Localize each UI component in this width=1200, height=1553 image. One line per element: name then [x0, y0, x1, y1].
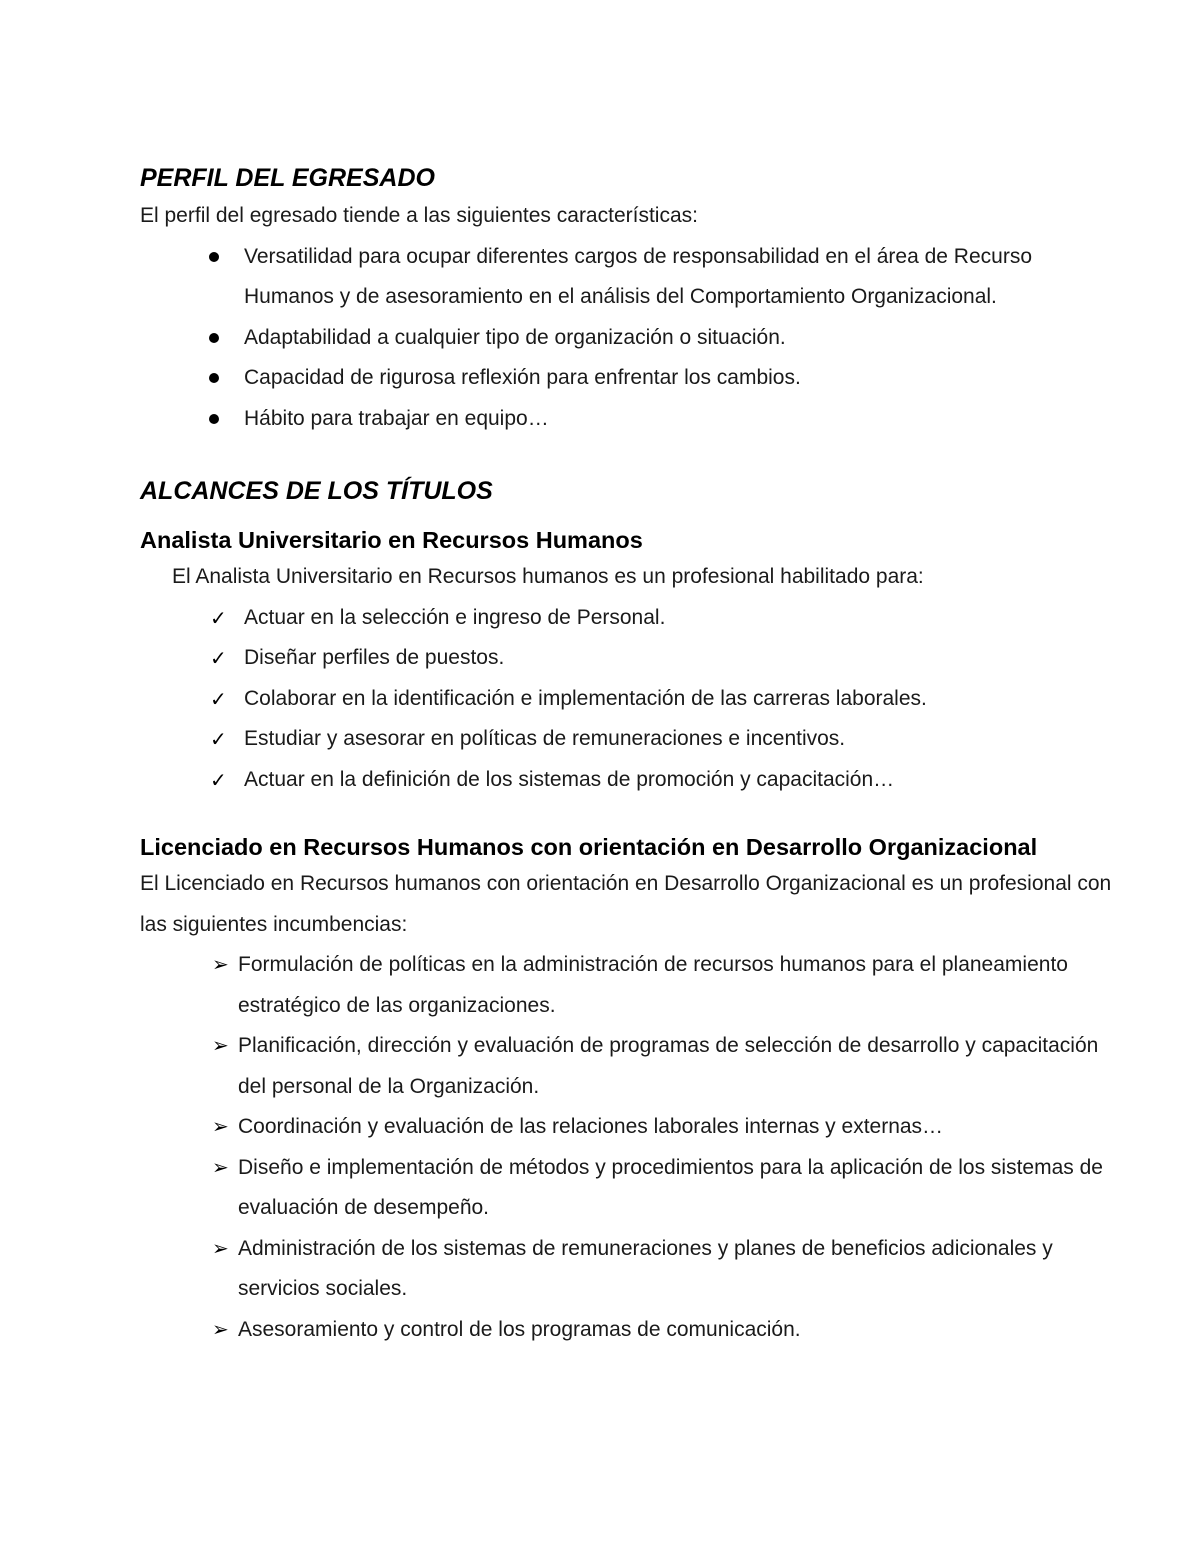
list-item: ✓ Colaborar en la identificación e implementación de las carreras laborales.	[140, 679, 1116, 720]
list-item: ➢ Planificación, dirección y evaluación de programas de selección de desarrollo y capacitación del personal de la Organización.	[140, 1026, 1116, 1107]
perfil-intro: El perfil del egresado tiende a las siguientes características:	[140, 204, 698, 227]
list-item: Hábito para trabajar en equipo…	[140, 399, 1116, 440]
list-item: ➢ Coordinación y evaluación de las relaciones laborales internas y externas…	[140, 1107, 1116, 1148]
list-item: ➢ Administración de los sistemas de remuneraciones y planes de beneficios adicionales y servicios sociales.	[140, 1229, 1116, 1310]
list-item: Versatilidad para ocupar diferentes cargos de responsabilidad en el área de Recurso Humanos y de asesoramiento en el análisis del Comportamiento Organizacional.	[140, 237, 1116, 318]
arrow-bullet-icon: ➢	[212, 1237, 229, 1260]
section-title-alcances: ALCANCES DE LOS TÍTULOS	[140, 477, 493, 505]
checkmark-icon: ✓	[210, 729, 227, 751]
analista-intro: El Analista Universitario en Recursos humanos es un profesional habilitado para:	[172, 565, 924, 588]
list-item: ✓ Estudiar y asesorar en políticas de remuneraciones e incentivos.	[140, 719, 1116, 760]
arrow-bullet-icon: ➢	[212, 1035, 229, 1057]
checkmark-icon: ✓	[210, 607, 227, 630]
section-title-perfil: PERFIL DEL EGRESADO	[140, 164, 435, 192]
analista-list	[140, 598, 1116, 801]
list-item: ✓ Actuar en la selección e ingreso de Personal.	[140, 598, 1116, 639]
list-item: ✓ Actuar en la definición de los sistemas de promoción y capacitación…	[140, 760, 1116, 801]
arrow-bullet-icon: ➢	[212, 1318, 229, 1341]
document-page	[140, 160, 1116, 1350]
list-item: ✓ Diseñar perfiles de puestos.	[140, 638, 1116, 679]
bullet-icon	[209, 373, 219, 383]
checkmark-icon: ✓	[210, 688, 227, 711]
list-item: Adaptabilidad a cualquier tipo de organización o situación.	[140, 318, 1116, 359]
subsection-title-licenciado: Licenciado en Recursos Humanos con orientación en Desarrollo Organizacional	[140, 834, 1038, 860]
licenciado-intro: El Licenciado en Recursos humanos con orientación en Desarrollo Organizacional es un profesional con las siguientes incumbencias:	[140, 872, 1112, 936]
perfil-list	[140, 237, 1116, 440]
subsection-title-analista: Analista Universitario en Recursos Humanos	[140, 527, 643, 553]
arrow-bullet-icon: ➢	[212, 954, 229, 976]
bullet-icon	[209, 414, 219, 424]
list-item: ➢ Asesoramiento y control de los programas de comunicación.	[140, 1310, 1116, 1351]
checkmark-icon: ✓	[210, 648, 227, 670]
bullet-icon	[209, 252, 219, 262]
list-item: ➢ Diseño e implementación de métodos y procedimientos para la aplicación de los sistemas de evaluación de desempeño.	[140, 1148, 1116, 1229]
arrow-bullet-icon: ➢	[212, 1116, 229, 1138]
licenciado-list	[140, 945, 1116, 1350]
bullet-icon	[209, 333, 219, 343]
list-item: ➢ Formulación de políticas en la administración de recursos humanos para el planeamiento estratégico de las organizaciones.	[140, 945, 1116, 1026]
list-item: Capacidad de rigurosa reflexión para enfrentar los cambios.	[140, 358, 1116, 399]
arrow-bullet-icon: ➢	[212, 1156, 229, 1179]
checkmark-icon: ✓	[210, 769, 227, 792]
